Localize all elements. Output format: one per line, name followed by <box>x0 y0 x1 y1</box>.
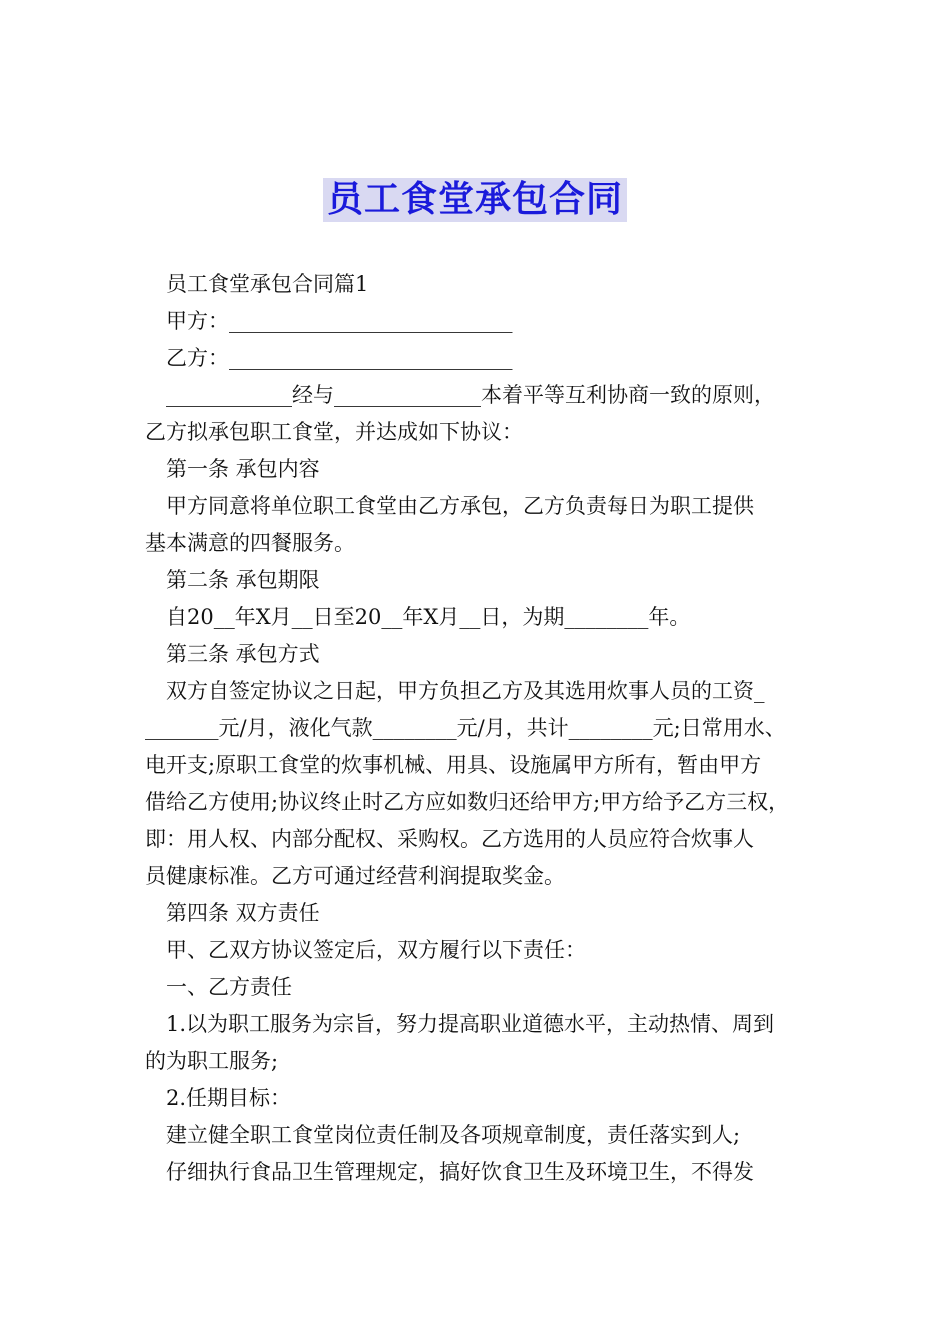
paragraph-line: 2.任期目标： <box>166 1086 292 1110</box>
paragraph-line: 的为职工服务; <box>145 1049 279 1073</box>
paragraph-line: 自20__年X月__日至20__年X月__日，为期________年。 <box>166 605 691 629</box>
paragraph-line: 甲方同意将单位职工食堂由乙方承包，乙方负责每日为职工提供 <box>166 494 754 518</box>
paragraph-line: 双方自签定协议之日起，甲方负担乙方及其选用炊事人员的工资_ <box>166 679 765 703</box>
paragraph-line: _______元/月，液化气款________元/月，共计________元;日常用水、 <box>145 716 786 740</box>
paragraph-line: 乙方拟承包职工食堂，并达成如下协议： <box>145 420 523 444</box>
paragraph-line: 1.以为职工服务为宗旨，努力提高职业道德水平，主动热情、周到 <box>166 1012 775 1036</box>
document-body <box>145 266 825 1191</box>
paragraph-line: 借给乙方使用;协议终止时乙方应如数归还给甲方;甲方给予乙方三权， <box>145 790 790 814</box>
paragraph-line: 员工食堂承包合同篇1 <box>166 272 369 296</box>
paragraph-line: 乙方：___________________________ <box>166 346 513 370</box>
document-title: 员工食堂承包合同 <box>323 178 627 222</box>
title-container <box>0 178 950 222</box>
paragraph-line: 甲方：___________________________ <box>166 309 513 333</box>
paragraph-line: 基本满意的四餐服务。 <box>145 531 355 555</box>
paragraph-line: 即：用人权、内部分配权、采购权。乙方选用的人员应符合炊事人 <box>145 827 754 851</box>
paragraph-line: 电开支;原职工食堂的炊事机械、用具、设施属甲方所有，暂由甲方 <box>145 753 762 777</box>
paragraph-line: 甲、乙双方协议签定后，双方履行以下责任： <box>166 938 586 962</box>
paragraph-line: 第一条 承包内容 <box>166 457 320 481</box>
paragraph-line: 仔细执行食品卫生管理规定，搞好饮食卫生及环境卫生，不得发 <box>166 1160 754 1184</box>
paragraph-line: ____________经与______________本着平等互利协商一致的原则， <box>166 383 775 407</box>
paragraph-line: 员健康标准。乙方可通过经营利润提取奖金。 <box>145 864 565 888</box>
paragraph-line: 第二条 承包期限 <box>166 568 320 592</box>
paragraph-line: 第四条 双方责任 <box>166 901 320 925</box>
paragraph-line: 建立健全职工食堂岗位责任制及各项规章制度，责任落实到人; <box>166 1123 741 1147</box>
paragraph-line: 第三条 承包方式 <box>166 642 320 666</box>
paragraph-line: 一、乙方责任 <box>166 975 292 999</box>
